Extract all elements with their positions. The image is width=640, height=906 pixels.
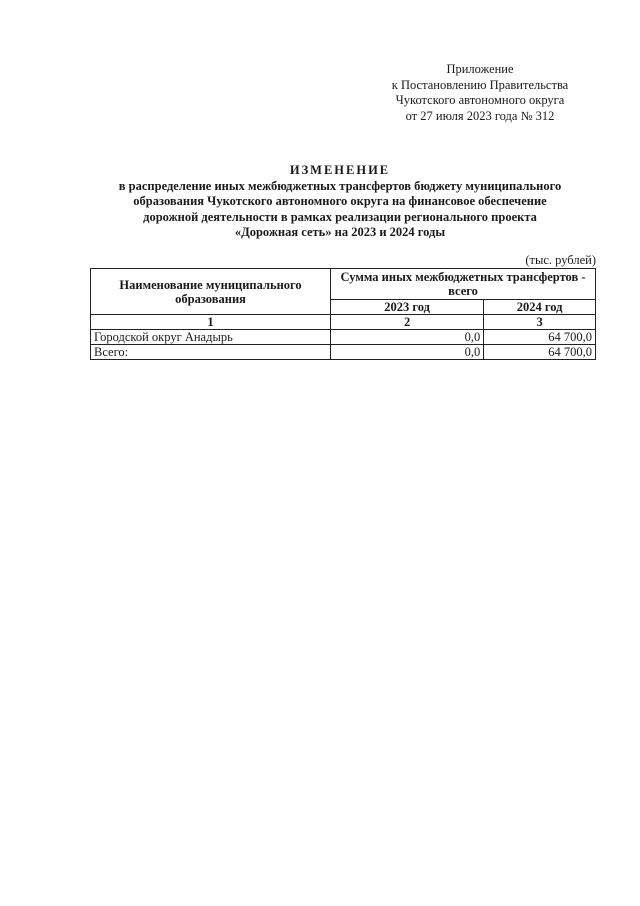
column-number: 3	[484, 315, 596, 330]
header-year-2024: 2024 год	[484, 300, 596, 315]
units-label: (тыс. рублей)	[525, 253, 596, 267]
total-value-2023: 0,0	[331, 345, 484, 360]
heading-line: образования Чукотского автономного округа на финансовое обеспечение	[133, 194, 547, 208]
column-number: 2	[331, 315, 484, 330]
column-number-row	[91, 315, 596, 330]
row-municipality-name: Городской округ Анадырь	[91, 330, 331, 345]
appendix-line: от 27 июля 2023 года № 312	[405, 108, 555, 123]
table-header-row	[91, 269, 596, 300]
heading-line: «Дорожная сеть» на 2023 и 2024 годы	[234, 225, 446, 239]
column-number: 1	[91, 315, 331, 330]
row-value-2023: 0,0	[331, 330, 484, 345]
table-row	[91, 330, 596, 345]
header-sum: Сумма иных межбюджетных трансфертов - всего	[331, 269, 596, 300]
heading-line: в распределение иных межбюджетных трансфертов бюджету муниципального	[118, 178, 562, 193]
header-year-2023: 2023 год	[331, 300, 484, 315]
row-value-2024: 64 700,0	[484, 330, 596, 345]
appendix-line: Чукотского автономного округа	[395, 93, 565, 107]
header-municipality: Наименование муниципального образования	[91, 269, 331, 315]
appendix-line: Приложение	[446, 62, 514, 76]
document-heading	[60, 163, 620, 241]
distribution-table	[90, 268, 596, 360]
total-value-2024: 64 700,0	[484, 345, 596, 360]
appendix-block	[360, 62, 600, 124]
document-title: ИЗМЕНЕНИЕ	[289, 163, 391, 177]
heading-line: дорожной деятельности в рамках реализации регионального проекта	[143, 209, 537, 224]
total-label: Всего:	[91, 345, 331, 360]
table-total-row	[91, 345, 596, 360]
appendix-line: к Постановлению Правительства	[391, 77, 569, 92]
